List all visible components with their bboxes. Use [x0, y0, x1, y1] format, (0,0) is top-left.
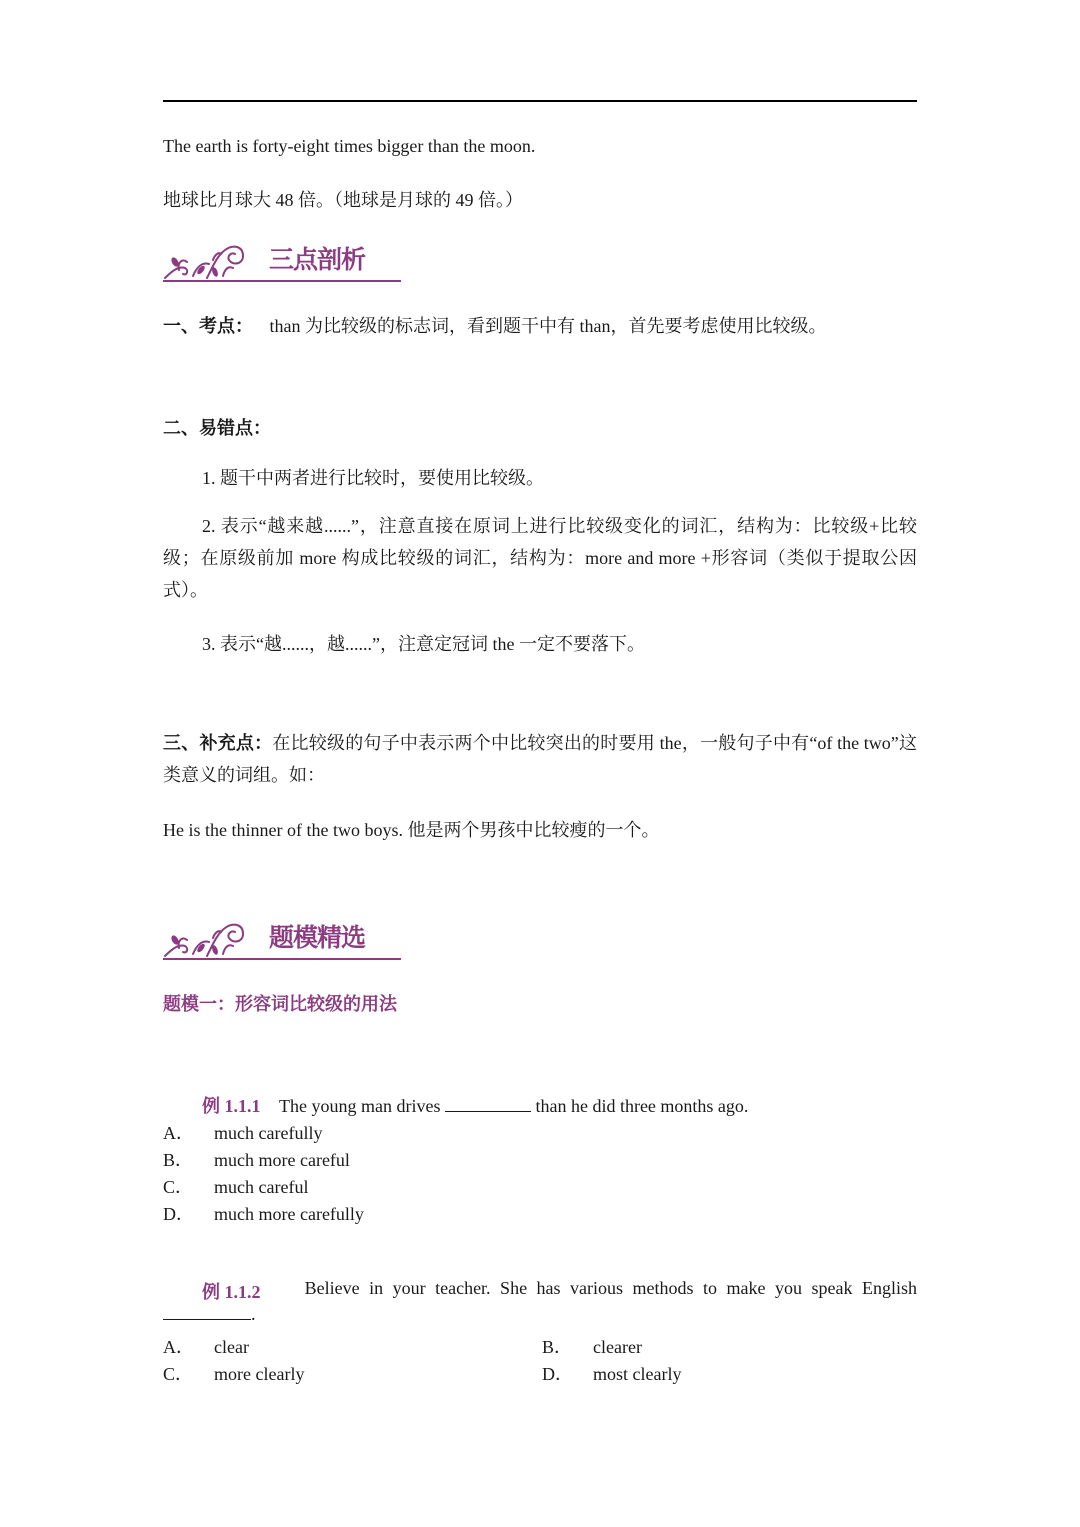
intro-chinese: 地球比月球大 48 倍。（地球是月球的 49 倍。） — [163, 190, 523, 210]
option-letter: A． — [163, 1123, 194, 1143]
question-1-number: 例 1.1.1 — [202, 1096, 261, 1116]
point3-example: He is the thinner of the two boys. 他是两个男孩中比较瘦的一个。 — [163, 820, 660, 840]
section-underline — [163, 958, 401, 960]
question-2-text: Believe in your teacher. She has various methods to make you speak English — [304, 1278, 917, 1298]
intro-english: The earth is forty-eight times bigger than the moon. — [163, 136, 536, 156]
point3-label: 三、补充点： — [163, 733, 273, 753]
option-text: much more careful — [214, 1150, 350, 1170]
question-2-stem — [202, 1278, 917, 1304]
question-2-option-d[interactable] — [542, 1360, 681, 1386]
option-letter: B． — [163, 1150, 194, 1170]
question-2-option-c[interactable] — [163, 1360, 304, 1386]
option-letter: D． — [542, 1364, 573, 1384]
mistake-item-2: 2. 表示“越来越......”，注意直接在原词上进行比较级变化的词汇，结构为：比较级+比较级；在原级前加 more 构成比较级的词汇，结构为：more and more +形容词（类似于提取公因式）。 — [163, 516, 917, 600]
question-2-option-b[interactable] — [542, 1333, 642, 1359]
section-header-analysis — [163, 236, 403, 282]
question-1-stem — [202, 1092, 748, 1118]
floral-ornament-icon — [163, 914, 263, 958]
header-rule — [163, 100, 917, 102]
question-2-blank-line — [163, 1304, 256, 1325]
mistake-item-3: 3. 表示“越......，越......”，注意定冠词 the 一定不要落下。 — [202, 634, 645, 654]
option-text: much carefully — [214, 1123, 323, 1143]
answer-blank — [445, 1096, 531, 1112]
question-1-option-d[interactable] — [163, 1200, 364, 1226]
question-1-after: than he did three months ago. — [535, 1096, 749, 1116]
point3-paragraph — [163, 727, 917, 791]
question-2-number: 例 1.1.2 — [202, 1282, 261, 1302]
section-header-selected — [163, 914, 403, 960]
point2-label: 二、易错点： — [163, 418, 271, 438]
section-title: 三点剖析 — [269, 245, 366, 274]
question-1-option-a[interactable] — [163, 1119, 322, 1145]
option-letter: C． — [163, 1177, 194, 1197]
option-letter: A． — [163, 1337, 194, 1357]
point3-text: 在比较级的句子中表示两个中比较突出的时要用 the，一般句子中有“of the two”这类意义的词组。如： — [163, 733, 918, 785]
question-1-option-c[interactable] — [163, 1173, 308, 1199]
answer-blank — [163, 1304, 251, 1320]
question-2-option-a[interactable] — [163, 1333, 249, 1359]
option-text: most clearly — [593, 1364, 682, 1384]
option-letter: C． — [163, 1364, 194, 1384]
question-2-end: . — [251, 1304, 256, 1324]
point1-line — [163, 312, 826, 338]
option-text: much careful — [214, 1177, 309, 1197]
option-letter: B． — [542, 1337, 573, 1357]
section-title: 题模精选 — [269, 923, 366, 952]
option-text: more clearly — [214, 1364, 305, 1384]
point1-label: 一、考点： — [163, 316, 253, 336]
point1-text: than 为比较级的标志词，看到题干中有 than，首先要考虑使用比较级。 — [269, 316, 827, 336]
floral-ornament-icon — [163, 236, 263, 280]
mistake-item-1: 1. 题干中两者进行比较时，要使用比较级。 — [202, 468, 544, 488]
question-1-before: The young man drives — [279, 1096, 441, 1116]
option-text: much more carefully — [214, 1204, 364, 1224]
option-text: clear — [214, 1337, 249, 1357]
option-letter: D． — [163, 1204, 194, 1224]
option-text: clearer — [593, 1337, 642, 1357]
question-type-title: 题模一：形容词比较级的用法 — [163, 994, 397, 1014]
question-1-option-b[interactable] — [163, 1146, 350, 1172]
section-underline — [163, 280, 401, 282]
